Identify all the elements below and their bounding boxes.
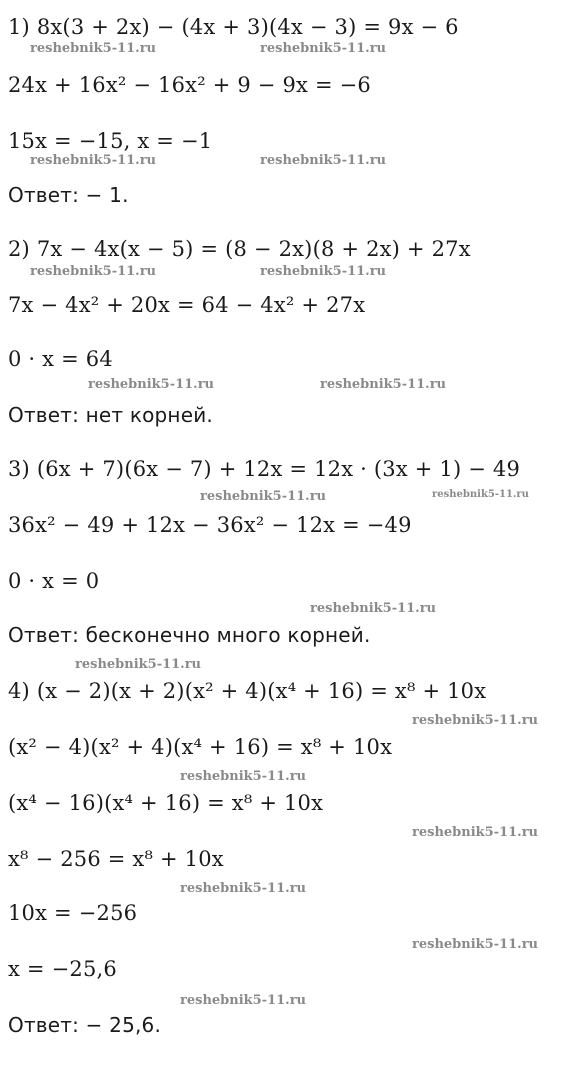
- watermark: reshebnik5-11.ru: [432, 489, 529, 500]
- watermark: reshebnik5-11.ru: [88, 377, 215, 392]
- watermark: reshebnik5-11.ru: [180, 993, 307, 1008]
- problem-3-equation: 3) (6x + 7)(6x − 7) + 12x = 12x · (3x + 1) − 49: [8, 457, 521, 481]
- problem-1-equation: 1) 8x(3 + 2x) − (4x + 3)(4x − 3) = 9x − 6: [8, 15, 459, 39]
- problem-1-answer: Ответ: − 1.: [8, 183, 129, 207]
- watermark: reshebnik5-11.ru: [260, 264, 387, 279]
- problem-4-answer: Ответ: − 25,6.: [8, 1013, 162, 1037]
- problem-4-step-4: 10x = −256: [8, 901, 138, 925]
- problem-3-answer: Ответ: бесконечно много корней.: [8, 623, 371, 647]
- watermark: reshebnik5-11.ru: [412, 713, 539, 728]
- problem-2-step-1: 7x − 4x² + 20x = 64 − 4x² + 27x: [8, 293, 366, 317]
- watermark: reshebnik5-11.ru: [412, 825, 539, 840]
- problem-2-answer: Ответ: нет корней.: [8, 403, 213, 427]
- watermark: reshebnik5-11.ru: [260, 153, 387, 168]
- watermark: reshebnik5-11.ru: [310, 601, 437, 616]
- watermark: reshebnik5-11.ru: [412, 937, 539, 952]
- watermark: reshebnik5-11.ru: [180, 769, 307, 784]
- watermark: reshebnik5-11.ru: [200, 489, 327, 504]
- problem-4-step-1: (x² − 4)(x² + 4)(x⁴ + 16) = x⁸ + 10x: [8, 735, 393, 759]
- problem-1-step-1: 24x + 16x² − 16x² + 9 − 9x = −6: [8, 73, 371, 97]
- problem-3-step-2: 0 · x = 0: [8, 569, 100, 593]
- problem-2-equation: 2) 7x − 4x(x − 5) = (8 − 2x)(8 + 2x) + 27x: [8, 237, 471, 261]
- watermark: reshebnik5-11.ru: [30, 264, 157, 279]
- watermark: reshebnik5-11.ru: [30, 41, 157, 56]
- problem-4-equation: 4) (x − 2)(x + 2)(x² + 4)(x⁴ + 16) = x⁸ + 10x: [8, 679, 487, 703]
- watermark: reshebnik5-11.ru: [320, 377, 447, 392]
- watermark: reshebnik5-11.ru: [30, 153, 157, 168]
- watermark: reshebnik5-11.ru: [260, 41, 387, 56]
- problem-1-step-2: 15x = −15, x = −1: [8, 129, 213, 153]
- problem-3-step-1: 36x² − 49 + 12x − 36x² − 12x = −49: [8, 513, 412, 537]
- watermark: reshebnik5-11.ru: [75, 657, 202, 672]
- problem-4-step-3: x⁸ − 256 = x⁸ + 10x: [8, 847, 224, 871]
- watermark: reshebnik5-11.ru: [180, 881, 307, 896]
- problem-4-step-5: x = −25,6: [8, 957, 117, 981]
- problem-2-step-2: 0 · x = 64: [8, 347, 113, 371]
- problem-4-step-2: (x⁴ − 16)(x⁴ + 16) = x⁸ + 10x: [8, 791, 324, 815]
